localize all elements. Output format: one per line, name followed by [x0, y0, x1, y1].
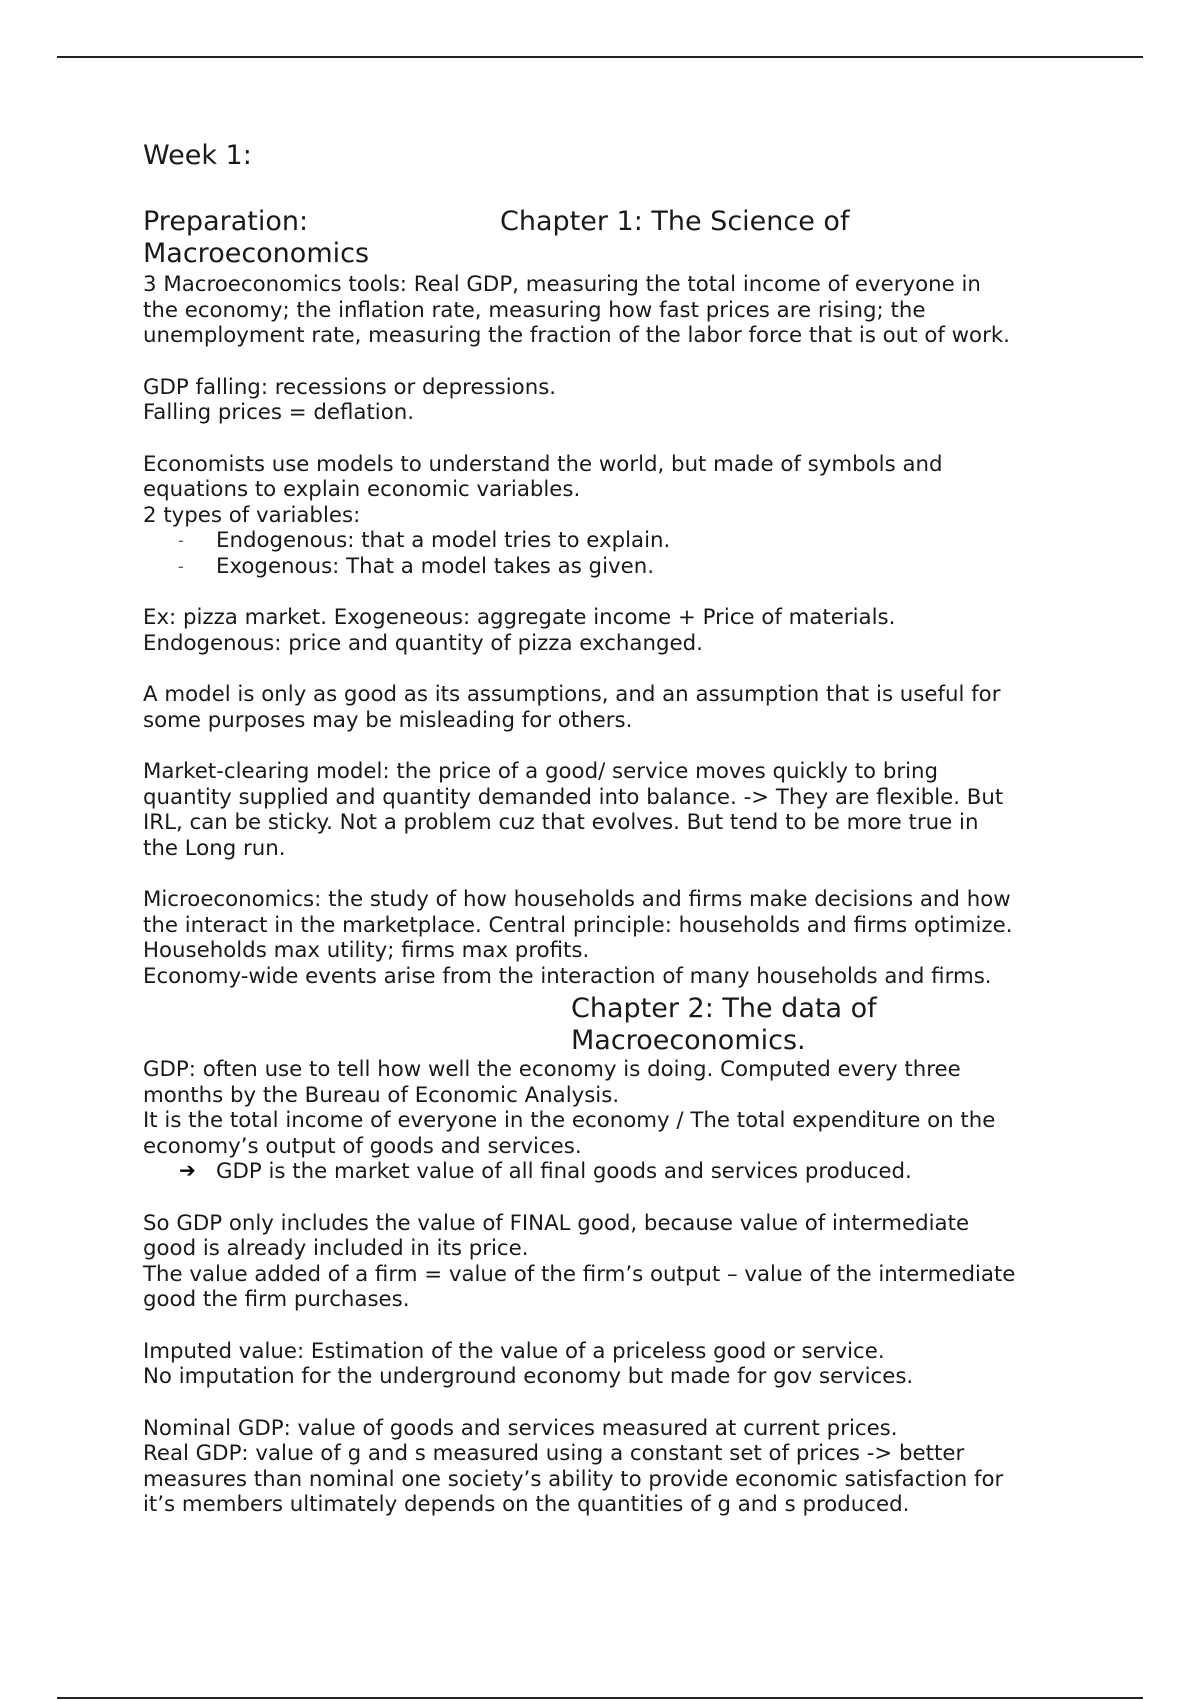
- text-line: some purposes may be misleading for others.: [143, 707, 633, 733]
- bottom-rule: [57, 1697, 1143, 1699]
- list-item: [143, 528, 1063, 554]
- text-line: Real GDP: value of g and s measured using a constant set of prices -> better: [143, 1441, 965, 1466]
- top-rule: [57, 56, 1143, 58]
- text-line: Nominal GDP: value of goods and services measured at current prices.: [143, 1415, 898, 1441]
- list-item-text: GDP is the market value of all final goods and services produced.: [216, 1159, 912, 1184]
- text-line: the economy; the inflation rate, measuring how fast prices are rising; the: [143, 297, 926, 323]
- text-line: unemployment rate, measuring the fraction of the labor force that is out of work.: [143, 323, 1010, 348]
- text-line: Households max utility; firms max profits.: [143, 938, 590, 963]
- text-line: equations to explain economic variables.: [143, 477, 581, 502]
- text-line: GDP falling: recessions or depressions.: [143, 374, 557, 400]
- list-item: [143, 554, 1063, 580]
- text-line: 3 Macroeconomics tools: Real GDP, measuring the total income of everyone in: [143, 272, 981, 297]
- list-item: [143, 1159, 1063, 1185]
- text-line: economy’s output of goods and services.: [143, 1133, 582, 1159]
- text-line: It is the total income of everyone in the economy / The total expenditure on the: [143, 1108, 996, 1133]
- text-line: the interact in the marketplace. Central principle: households and firms optimize.: [143, 912, 1013, 938]
- text-line: Imputed value: Estimation of the value of a priceless good or service.: [143, 1338, 885, 1364]
- text-line: A model is only as good as its assumptions, and an assumption that is useful for: [143, 682, 1001, 707]
- text-line: GDP: often use to tell how well the economy is doing. Computed every three: [143, 1057, 961, 1082]
- text-line: Falling prices = deflation.: [143, 400, 415, 425]
- text-line: So GDP only includes the value of FINAL good, because value of intermediate: [143, 1210, 970, 1236]
- text-line: Economy-wide events arise from the interaction of many households and firms.: [143, 963, 992, 989]
- chapter-1-heading-row: [143, 206, 1063, 238]
- text-line: Economists use models to understand the world, but made of symbols and: [143, 451, 943, 477]
- text-line: IRL, can be sticky. Not a problem cuz that evolves. But tend to be more true in: [143, 810, 979, 835]
- text-line: The value added of a firm = value of the firm’s output – value of the intermediate: [143, 1261, 1016, 1287]
- list-item-text: Endogenous: that a model tries to explain.: [216, 528, 671, 553]
- chapter-1-title: Chapter 1: The Science of: [500, 206, 850, 237]
- chapter-2-title: Chapter 2: The data of: [571, 993, 877, 1024]
- text-line: good the firm purchases.: [143, 1287, 410, 1312]
- text-line: quantity supplied and quantity demanded into balance. -> They are flexible. But: [143, 784, 1004, 810]
- text-line: Market-clearing model: the price of a good/ service moves quickly to bring: [143, 759, 939, 784]
- text-line: 2 types of variables:: [143, 502, 361, 528]
- preparation-label: Preparation:: [143, 206, 309, 237]
- text-line: Ex: pizza market. Exogeneous: aggregate income + Price of materials.: [143, 605, 896, 630]
- document-body: [143, 140, 1063, 1518]
- week-heading: Week 1:: [143, 140, 252, 171]
- text-line: Microeconomics: the study of how households and firms make decisions and how: [143, 887, 1011, 912]
- dash-bullet-icon: -: [178, 556, 184, 576]
- text-line: No imputation for the underground economy but made for gov services.: [143, 1364, 914, 1389]
- text-line: Endogenous: price and quantity of pizza exchanged.: [143, 630, 703, 656]
- arrow-bullet-icon: ➔: [179, 1158, 196, 1182]
- chapter-2-title-cont: Macroeconomics.: [571, 1025, 806, 1056]
- dash-bullet-icon: -: [178, 531, 184, 550]
- text-line: good is already included in its price.: [143, 1236, 529, 1261]
- text-line: months by the Bureau of Economic Analysis.: [143, 1082, 620, 1108]
- text-line: it’s members ultimately depends on the quantities of g and s produced.: [143, 1492, 910, 1517]
- list-item-text: Exogenous: That a model takes as given.: [216, 553, 654, 579]
- text-line: measures than nominal one society’s ability to provide economic satisfaction for: [143, 1466, 1004, 1492]
- chapter-1-title-cont: Macroeconomics: [143, 238, 370, 269]
- text-line: the Long run.: [143, 835, 286, 861]
